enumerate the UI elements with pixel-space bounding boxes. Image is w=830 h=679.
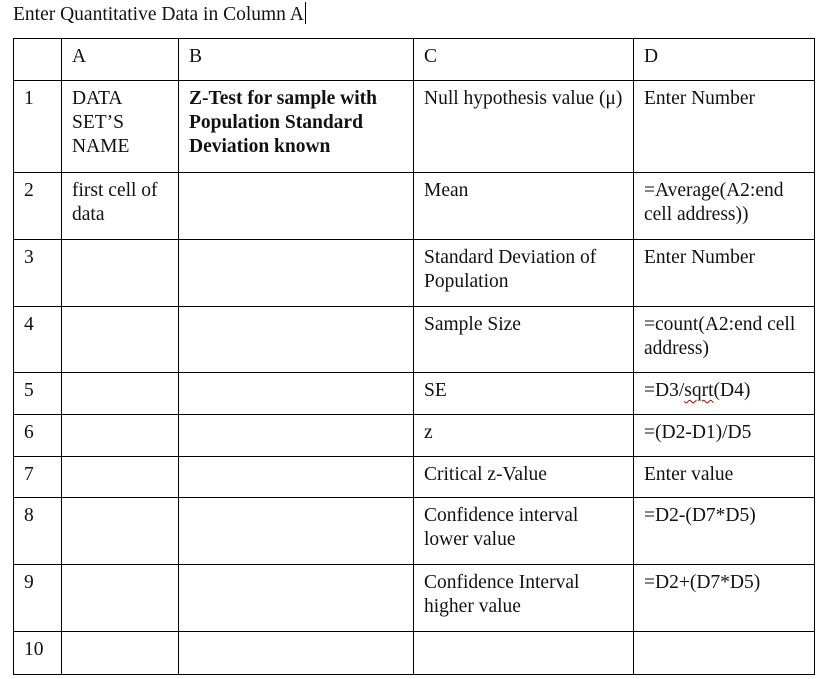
- cell-b2: [179, 173, 414, 240]
- header-row: [14, 39, 815, 81]
- cell-c7: Critical z-Value: [414, 457, 634, 498]
- cell-b3: [179, 240, 414, 307]
- row-number: 3: [14, 240, 62, 307]
- cell-b6: [179, 415, 414, 457]
- row-number: 2: [14, 173, 62, 240]
- column-header-d: D: [634, 39, 815, 81]
- table-row: [14, 498, 815, 565]
- table-row: [14, 173, 815, 240]
- cell-d7: Enter value: [634, 457, 815, 498]
- cell-a10: [62, 632, 179, 675]
- cell-a6: [62, 415, 179, 457]
- cell-d9: =D2+(D7*D5): [634, 565, 815, 632]
- cell-c8: Confidence interval lower value: [414, 498, 634, 565]
- cell-c5: SE: [414, 373, 634, 415]
- cell-b10: [179, 632, 414, 675]
- cell-d5: [634, 373, 815, 415]
- column-header-a: A: [62, 39, 179, 81]
- cell-d1: Enter Number: [634, 81, 815, 173]
- cell-b1: Z-Test for sample with Population Standard Deviation known: [179, 81, 414, 173]
- cell-b8: [179, 498, 414, 565]
- cell-c9: Confidence Interval higher value: [414, 565, 634, 632]
- cell-b9: [179, 565, 414, 632]
- formula-part: =D3/: [644, 380, 685, 401]
- row-number: 6: [14, 415, 62, 457]
- table-row: [14, 565, 815, 632]
- cell-d8: =D2-(D7*D5): [634, 498, 815, 565]
- row-number: 10: [14, 632, 62, 675]
- cell-a7: [62, 457, 179, 498]
- cell-a3: [62, 240, 179, 307]
- cell-c3: Standard Deviation of Population: [414, 240, 634, 307]
- spreadsheet-table: [13, 38, 815, 675]
- cell-a1: DATA SET’S NAME: [62, 81, 179, 173]
- cell-d3: Enter Number: [634, 240, 815, 307]
- cell-c4: Sample Size: [414, 307, 634, 373]
- heading-text: Enter Quantitative Data in Column A: [13, 4, 304, 25]
- table-row: [14, 240, 815, 307]
- table-row: [14, 457, 815, 498]
- formula-part: (D4): [713, 380, 751, 401]
- row-number: 9: [14, 565, 62, 632]
- row-number: 1: [14, 81, 62, 173]
- corner-cell: [14, 39, 62, 81]
- table-row: [14, 632, 815, 675]
- row-number: 7: [14, 457, 62, 498]
- cell-c1: Null hypothesis value (μ): [414, 81, 634, 173]
- cell-c6: z: [414, 415, 634, 457]
- column-header-b: B: [179, 39, 414, 81]
- cell-d2: =Average(A2:end cell address)): [634, 173, 815, 240]
- cell-b7: [179, 457, 414, 498]
- table-row: [14, 81, 815, 173]
- table-row: [14, 307, 815, 373]
- row-number: 5: [14, 373, 62, 415]
- cell-c10: [414, 632, 634, 675]
- table-row: [14, 373, 815, 415]
- cell-a8: [62, 498, 179, 565]
- cell-a2: first cell of data: [62, 173, 179, 240]
- document-heading: [13, 2, 306, 28]
- table-row: [14, 415, 815, 457]
- cell-b4: [179, 307, 414, 373]
- spellcheck-word: sqrt: [684, 380, 714, 401]
- row-number: 4: [14, 307, 62, 373]
- cell-b5: [179, 373, 414, 415]
- column-header-c: C: [414, 39, 634, 81]
- cell-c2: Mean: [414, 173, 634, 240]
- cell-d4: =count(A2:end cell address): [634, 307, 815, 373]
- text-cursor: [305, 2, 306, 24]
- cell-d10: [634, 632, 815, 675]
- cell-a4: [62, 307, 179, 373]
- row-number: 8: [14, 498, 62, 565]
- cell-d6: =(D2-D1)/D5: [634, 415, 815, 457]
- cell-a9: [62, 565, 179, 632]
- cell-a5: [62, 373, 179, 415]
